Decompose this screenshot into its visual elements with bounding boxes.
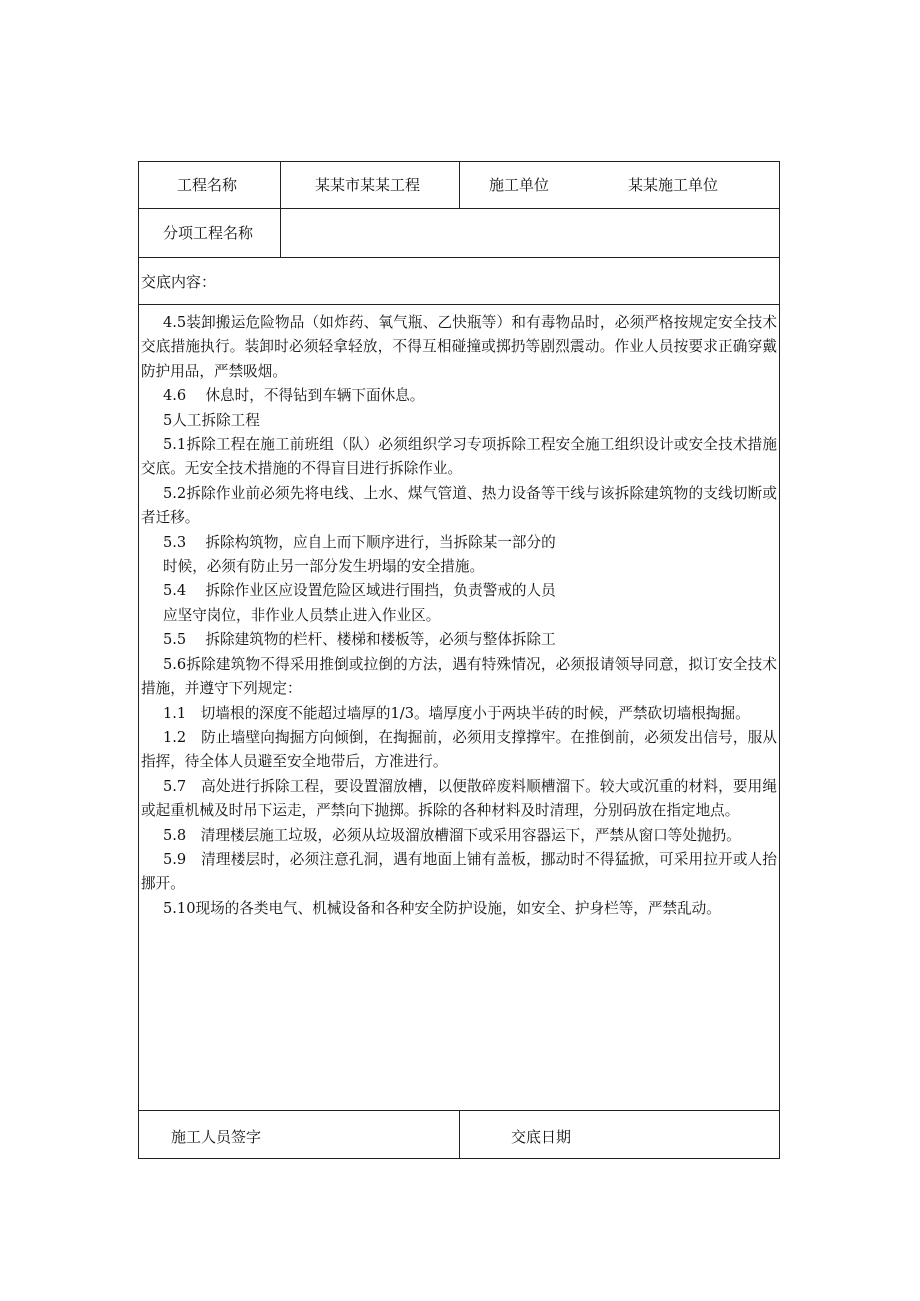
row-divider <box>139 304 779 305</box>
contractor-value: 某某施工单位 <box>628 176 719 194</box>
paragraph-5-3-cont: 时候，必须有防止另一部分发生坍塌的安全措施。 <box>163 558 485 576</box>
disclosure-content <box>141 311 777 921</box>
paragraph-5-8: 5.8 清理楼层施工垃圾，必须从垃圾溜放槽溜下或采用容器运下，严禁从窗口等处抛扔。 <box>163 826 741 844</box>
contractor-label: 施工单位 <box>489 176 550 194</box>
paragraph-5-3: 5.3 拆除构筑物，应自上而下顺序进行，当拆除某一部分的 <box>163 533 556 551</box>
paragraph-5-6: 5.6拆除建筑物不得采用推倒或拉倒的方法，遇有特殊情况，必须报请领导同意，拟订安全技术措施，并遵守下列规定： <box>141 655 777 698</box>
paragraph-5-1: 5.1拆除工程在施工前班组（队）必须组织学习专项拆除工程安全施工组织设计或安全技术措施交底。无安全技术措施的不得盲目进行拆除作业。 <box>141 436 777 478</box>
column-divider <box>459 1110 460 1158</box>
paragraph-5-9: 5.9 清理楼层时，必须注意孔洞，遇有地面上铺有盖板，挪动时不得猛掀，可采用拉开或人抬挪开。 <box>141 850 777 893</box>
paragraph-5-10: 5.10现场的各类电气、机械设备和各种安全防护设施，如安全、护身栏等，严禁乱动。 <box>163 899 721 917</box>
paragraph-1-2: 1.2 防止墙壁向掏掘方向倾倒，在掏掘前，必须用支撑撑牢。在推倒前，必须发出信号，服从指挥，待全体人员避至安全地带后，方准进行。 <box>141 728 777 771</box>
row-divider <box>139 208 779 209</box>
paragraph-1-1: 1.1 切墙根的深度不能超过墙厚的1/3。墙厚度小于两块半砖的时候，严禁砍切墙根掏掘。 <box>163 704 750 722</box>
signature-label: 施工人员签字 <box>171 1128 262 1146</box>
paragraph-5-7: 5.7 高处进行拆除工程，要设置溜放槽，以便散碎废料顺槽溜下。较大或沉重的材料，要用绳或起重机械及时吊下运走，严禁向下抛掷。拆除的各种材料及时清理，分别码放在指定地点。 <box>141 777 777 820</box>
project-name-label: 工程名称 <box>177 176 238 194</box>
paragraph-5-5: 5.5 拆除建筑物的栏杆、楼梯和楼板等，必须与整体拆除工 <box>163 631 556 649</box>
content-title: 交底内容： <box>141 273 217 291</box>
paragraph-4-6: 4.6 休息时，不得钻到车辆下面休息。 <box>163 387 425 405</box>
date-label: 交底日期 <box>511 1128 572 1146</box>
sub-project-label: 分项工程名称 <box>163 224 254 242</box>
column-divider <box>459 162 460 208</box>
paragraph-5-4: 5.4 拆除作业区应设置危险区域进行围挡，负责警戒的人员 <box>163 582 556 600</box>
paragraph-5-4-cont: 应坚守岗位，非作业人员禁止进入作业区。 <box>163 606 441 624</box>
section-5-heading: 5人工拆除工程 <box>163 411 260 429</box>
paragraph-4-5: 4.5装卸搬运危险物品（如炸药、氧气瓶、乙快瓶等）和有毒物品时，必须严格按规定安全技术交底措施执行。装卸时必须轻拿轻放，不得互相碰撞或掷扔等剧烈震动。作业人员按要求正确穿戴防护用品，严禁吸烟。 <box>141 314 777 380</box>
column-divider <box>280 162 281 257</box>
paragraph-5-2: 5.2拆除作业前必须先将电线、上水、煤气管道、热力设备等干线与该拆除建筑物的支线切断或者迁移。 <box>141 484 777 527</box>
project-name-value: 某某市某某工程 <box>315 176 421 194</box>
row-divider <box>139 257 779 258</box>
disclosure-form <box>138 161 780 1159</box>
